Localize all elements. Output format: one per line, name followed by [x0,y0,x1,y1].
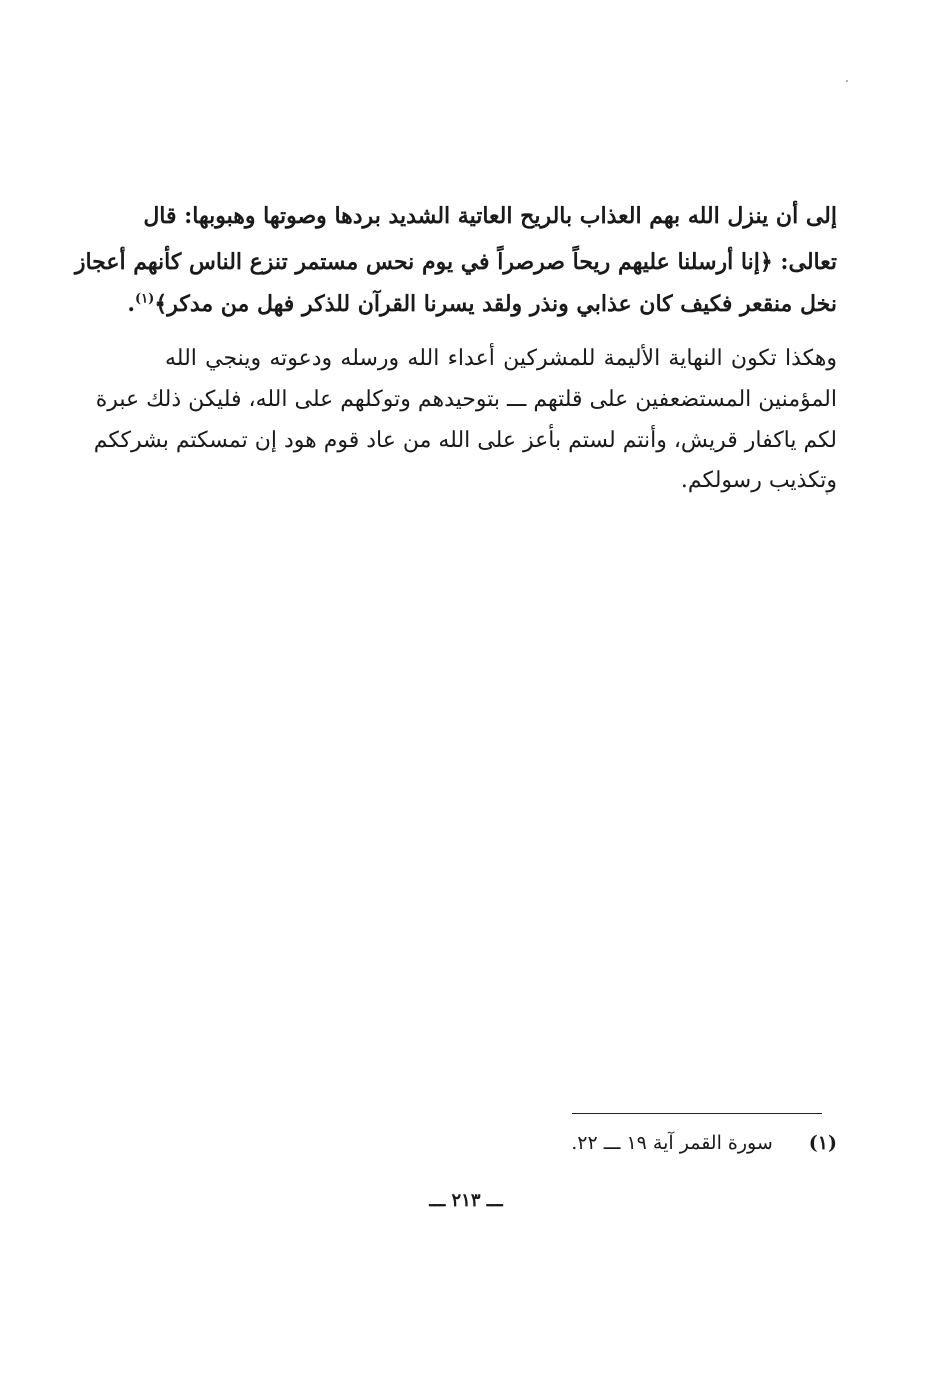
footnote-divider [572,1113,822,1114]
footnote-number: (١) [808,1132,837,1154]
footnote [571,1128,837,1158]
quran-quote-part2: نخل منقعر فكيف كان عذابي ونذر ولقد يسرنا القرآن للذكر فهل من مدكر﴾ [154,291,837,317]
quran-quote-part1: ﴿إنا أرسلنا عليهم ريحاً صرصراً في يوم نحس مستمر تنزع الناس كأنهم أعجاز [74,249,773,275]
scan-speck [826,493,828,495]
footnote-reference: (١) [135,291,155,307]
paragraph2-line4: وتكذيب رسولكم. [680,468,837,493]
paragraph2-line1: وهكذا تكون النهاية الأليمة للمشركين أعداء الله ورسله ودعوته وينجي الله [165,346,837,371]
footnote-text: سورة القمر آية ١٩ ـــ ٢٢. [571,1132,773,1154]
page-number: ـــ ٢١٣ ـــ [429,1190,503,1211]
paragraph1-line2 [74,246,837,278]
paragraph1-line3 [127,288,837,320]
scan-speck [846,80,848,82]
paragraph1-line3-end: . [127,291,136,317]
paragraph1-line1: إلى أن ينزل الله بهم العذاب بالريح العاتية الشديد بردها وصوتها وهبوبها: قال [143,203,837,229]
paragraph1-line2-prefix: تعالى: [772,249,837,275]
paragraph2-line2: المؤمنين المستضعفين على قلتهم ـــ بتوحيدهم وتوكلهم على الله، فليكن ذلك عبرة [95,387,837,412]
paragraph2-line3: لكم ياكفار قريش، وأنتم لستم بأعز على الله من عاد قوم هود إن تمسكتم بشرككم [93,428,837,453]
